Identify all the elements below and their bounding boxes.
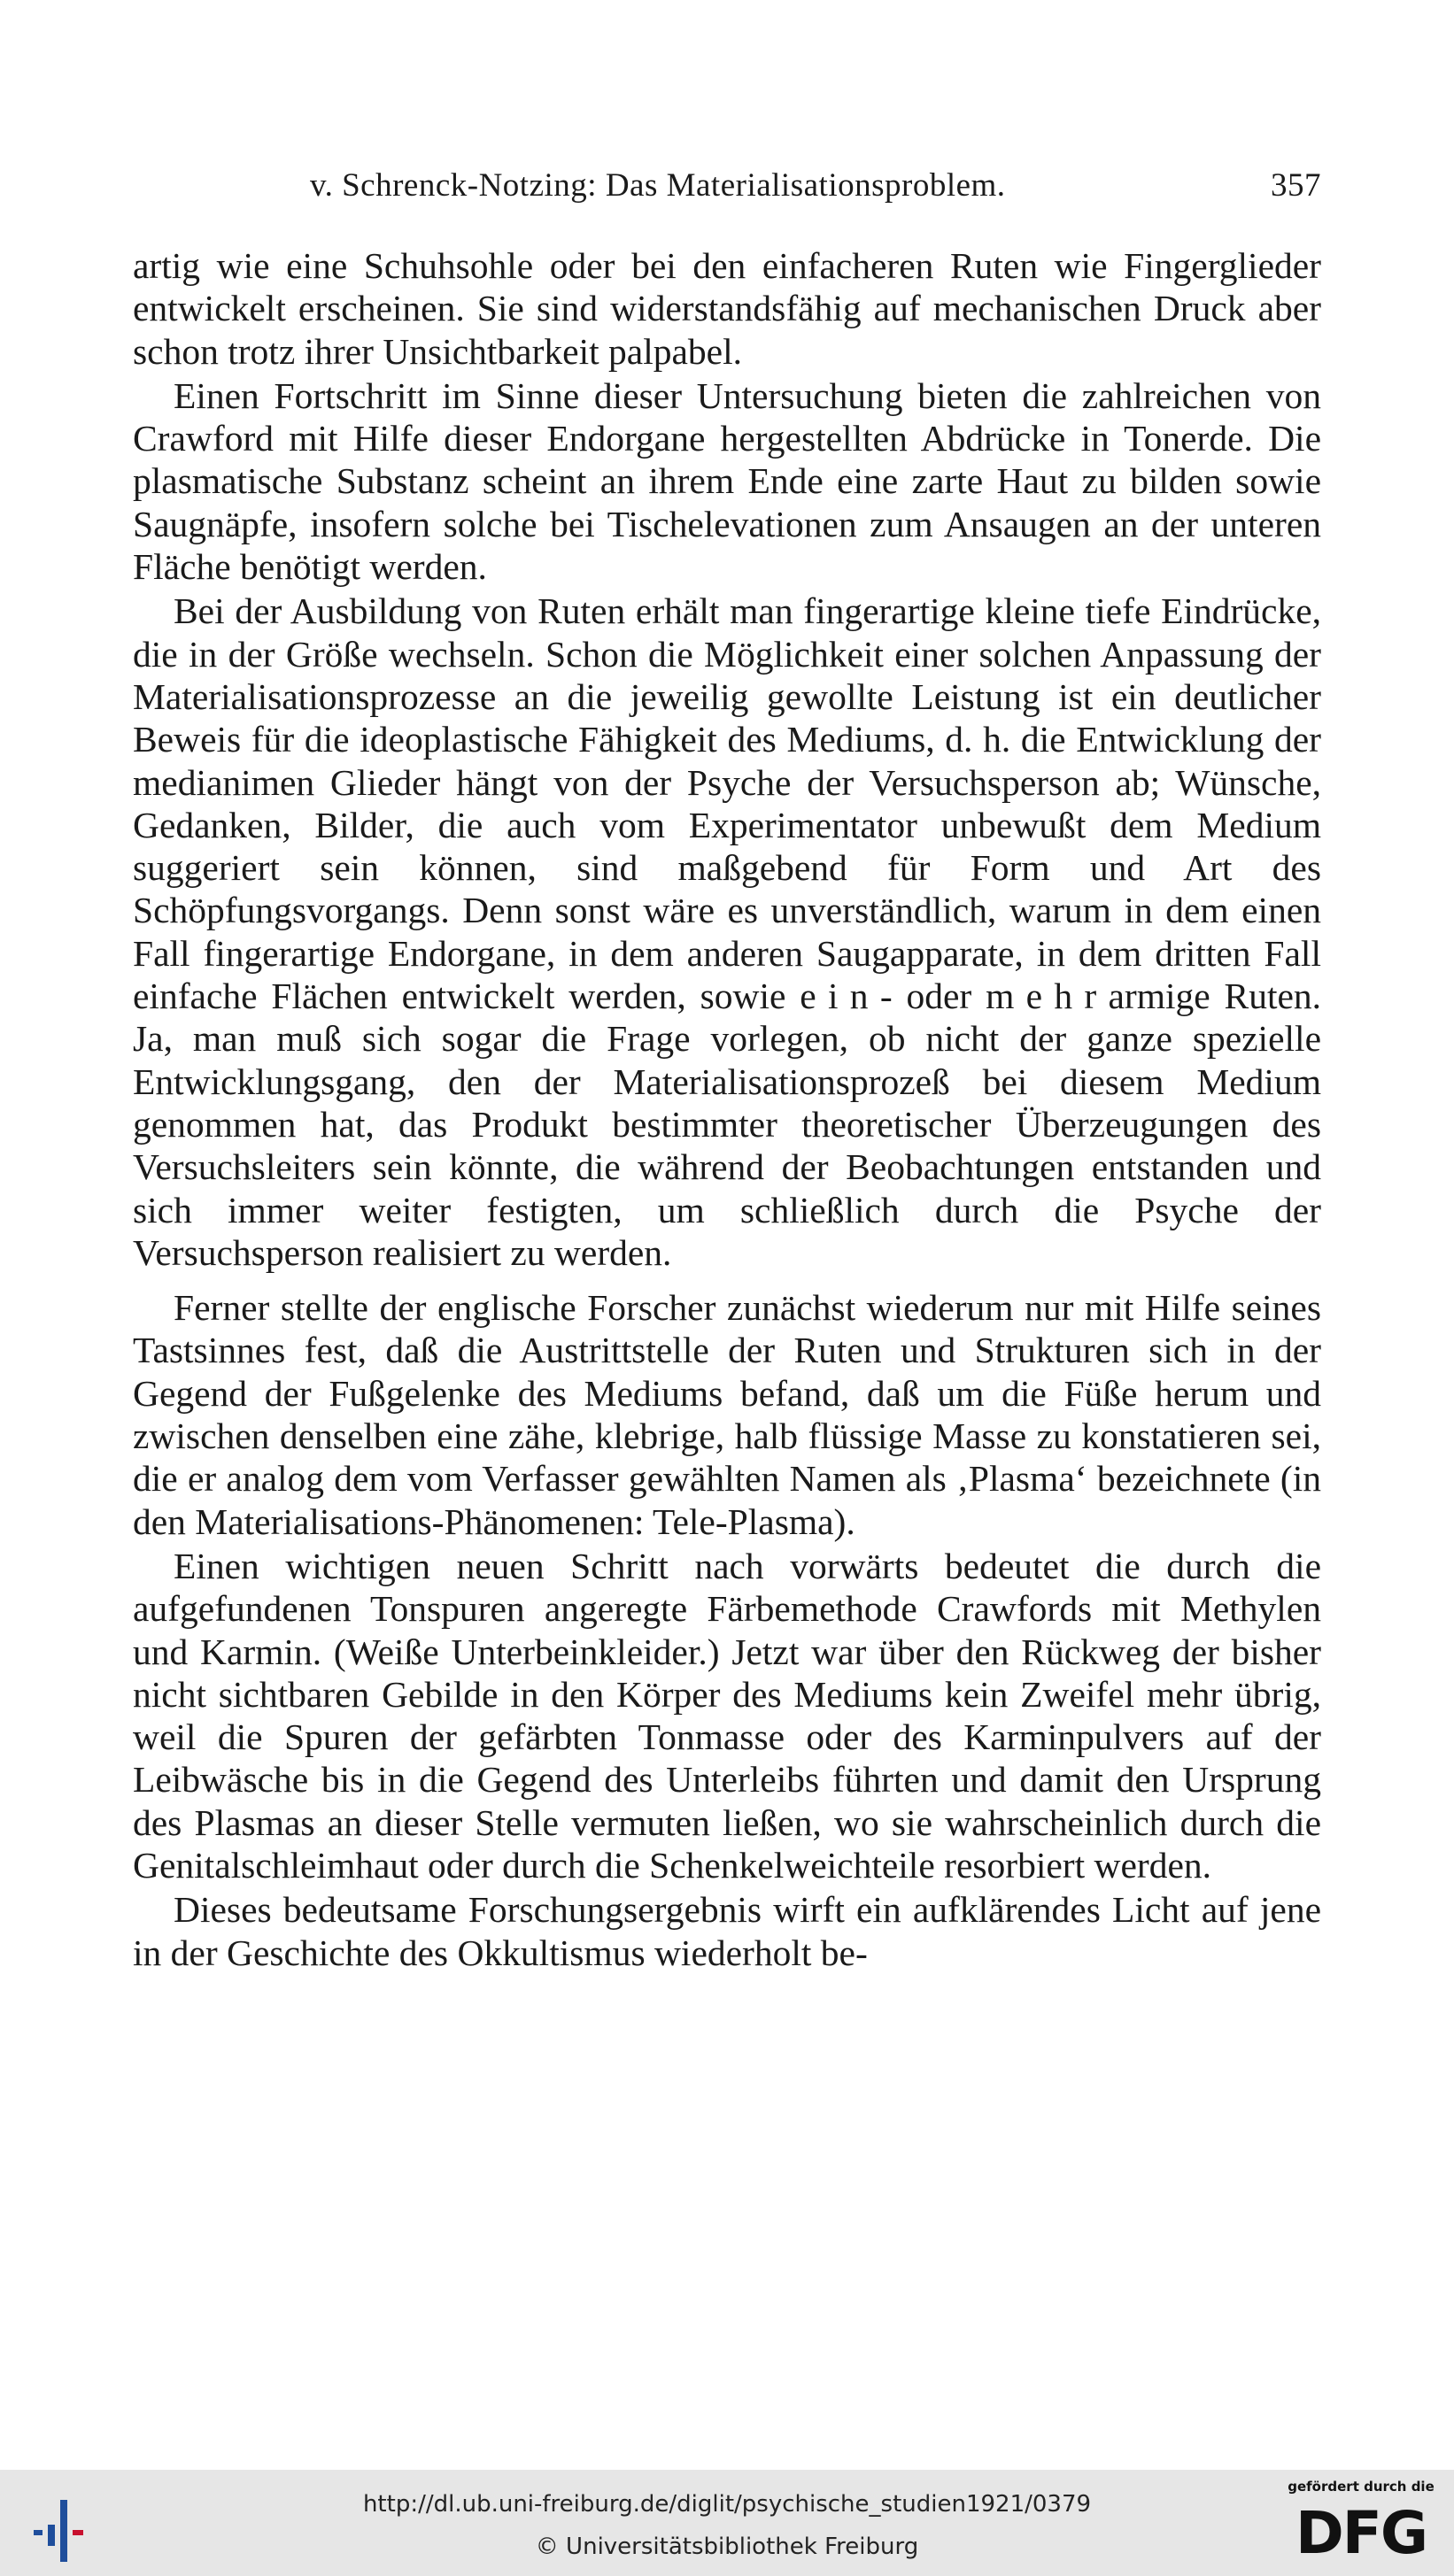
page-number: 357	[1271, 167, 1321, 204]
body-text	[133, 244, 1321, 1976]
paragraph-4: Ferner stellte der englische Forscher zunächst wiederum nur mit Hilfe seines Tastsinnes fest, daß die Austrittstelle der Ruten und Strukturen sich in der Gegend der Fußgelenke des Mediums befand, daß um die Füße herum und zwischen denselben eine zähe, klebrige, halb flüssige Masse zu konstatieren sei, die er analog dem vom Verfasser gewählten Namen als ‚Plasma‘ bezeichnete (in den Materialisations-Phänomenen: Tele-Plasma).	[133, 1287, 1321, 1542]
dfg-logo-icon: DFG	[1295, 2499, 1427, 2567]
running-head-title: v. Schrenck-Notzing: Das Materialisationsproblem.	[310, 167, 1006, 204]
emphasis-mehr: mehr	[986, 976, 1109, 1017]
paragraph-2: Einen Fortschritt im Sinne dieser Untersuchung bieten die zahlreichen von Crawford mit Hilfe dieser Endorgane hergestellten Abdrücke in Tonerde. Die plasmatische Substanz scheint an ihrem Ende eine zarte Haut zu bilden sowie Saugnäpfe, insofern solche bei Tischelevationen zum Ansaugen an der unteren Fläche benötigt werden.	[133, 374, 1321, 588]
paragraph-3-text-a: Bei der Ausbildung von Ruten erhält man fingerartige kleine tiefe Eindrücke, die in der Größe wechseln. Schon die Möglichkeit einer solchen Anpassung der Materialisationsprozesse an die jeweilig gewollte Leistung ist ein deutlicher Beweis für die ideoplastische Fähigkeit des Mediums, d. h. die Entwicklung der medianimen Glieder hängt von der Psyche der Versuchsperson ab; Wünsche, Gedanken, Bilder, die auch vom Experimentator unbewußt dem Medium suggeriert sein können, sind maßgebend für Form und Art des Schöpfungsvorgangs. Denn sonst wäre es unverständlich, warum in dem einen Fall fingerartige Endorgane, in dem anderen Saugapparate, in dem dritten Fall einfache Flächen entwickelt werden, sowie	[133, 590, 1321, 1017]
document-url[interactable]: http://dl.ub.uni-freiburg.de/diglit/psychische_studien1921/0379	[362, 2491, 1092, 2518]
paragraph-3-text-b: - oder	[879, 976, 972, 1017]
paragraph-3-text-c: armige Ruten. Ja, man muß sich sogar die Frage vorlegen, ob nicht der ganze spezielle Entwicklungsgang, den der Materialisationsprozeß bei diesem Medium genommen hat, das Produkt bestimmter theoretischer Überzeugungen des Versuchsleiters sein könnte, die während der Beobachtungen entstanden und sich immer weiter festigten, um schließlich durch die Psyche der Versuchsperson realisiert zu werden.	[133, 976, 1322, 1273]
copyright-notice: © Universitätsbibliothek Freiburg	[535, 2534, 919, 2560]
emphasis-ein: ein	[800, 976, 880, 1017]
viewer-footer	[0, 2470, 1454, 2576]
paragraph-3	[133, 590, 1321, 1274]
paragraph-5: Einen wichtigen neuen Schritt nach vorwärts bedeutet die durch die aufgefundenen Tonspuren angeregte Färbemethode Crawfords mit Methylen und Karmin. (Weiße Unterbeinkleider.) Jetzt war über den Rückweg der bisher nicht sichtbaren Gebilde in den Körper des Mediums kein Zweifel mehr übrig, weil die Spuren der gefärbten Tonmasse oder des Karminpulvers auf der Leibwäsche bis in die Gegend des Unterleibs führten und damit den Ursprung des Plasmas an dieser Stelle vermuten ließen, wo sie wahrscheinlich durch die Genitalschleimhaut oder durch die Schenkelweichteile resorbiert werden.	[133, 1545, 1321, 1886]
dfg-funding-badge	[1286, 2479, 1436, 2571]
dfg-caption: gefördert durch die	[1288, 2479, 1435, 2495]
paragraph-1: artig wie eine Schuhsohle oder bei den einfacheren Ruten wie Fingerglieder entwickelt erscheinen. Sie sind widerstandsfähig auf mechanischen Druck aber schon trotz ihrer Unsichtbarkeit palpabel.	[133, 245, 1321, 372]
running-head	[133, 166, 1321, 211]
paragraph-6: Dieses bedeutsame Forschungsergebnis wirft ein aufklärendes Licht auf jene in der Geschichte des Okkultismus wiederholt be-	[133, 1889, 1321, 1973]
